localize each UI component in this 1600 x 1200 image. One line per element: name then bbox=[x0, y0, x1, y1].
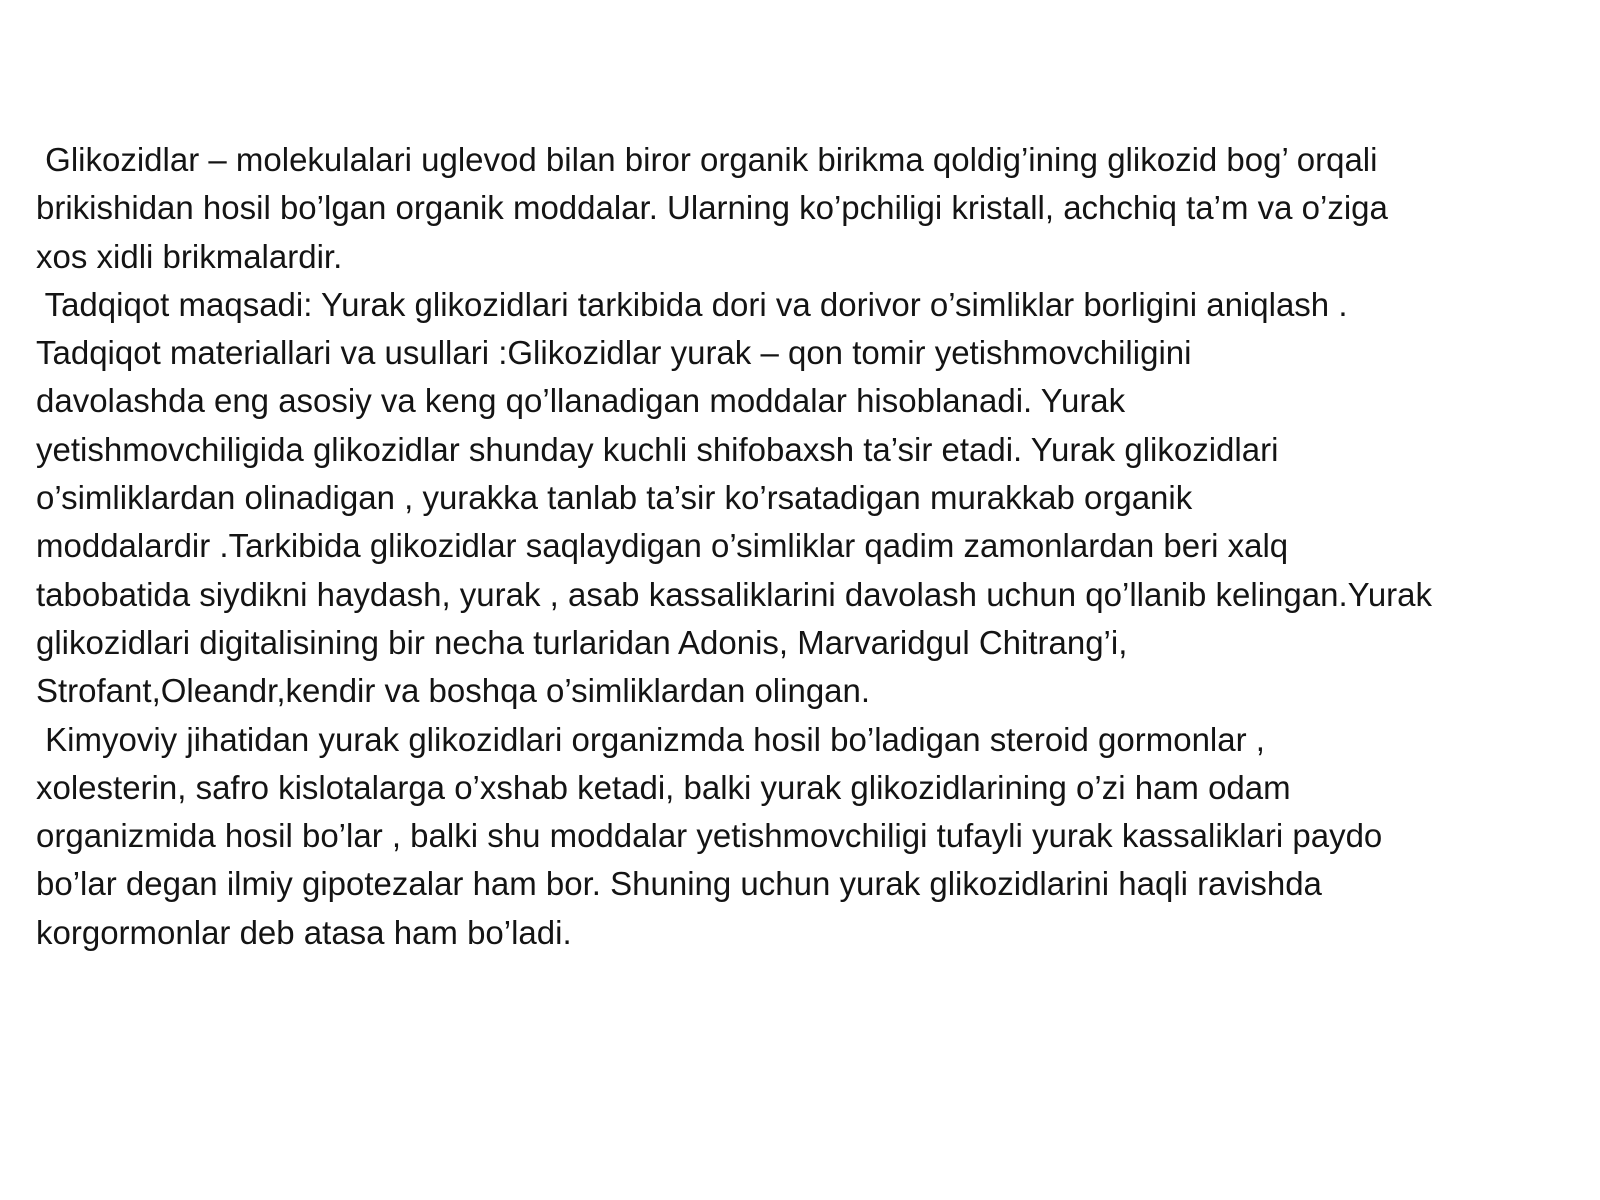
text-line: moddalardir .Tarkibida glikozidlar saqlaydigan o’simliklar qadim zamonlardan beri xalq bbox=[36, 527, 1289, 565]
text-line: xolesterin, safro kislotalarga o’xshab ketadi, balki yurak glikozidlarining o’zi ham odam bbox=[36, 768, 1291, 806]
text-line: davolashda eng asosiy va keng qo’llanadigan moddalar hisoblanadi. Yurak bbox=[36, 382, 1126, 420]
text-line: xos xidli brikmalardir. bbox=[36, 237, 343, 275]
slide-text-body bbox=[36, 136, 1576, 957]
text-line: Kimyoviy jihatidan yurak glikozidlari organizmda hosil bo’ladigan steroid gormonlar , bbox=[36, 720, 1265, 758]
text-line: tabobatida siydikni haydash, yurak , asab kassaliklarini davolash uchun qo’llanib kelingan.Yurak bbox=[36, 575, 1433, 613]
text-line: Strofant,Oleandr,kendir va boshqa o’simliklardan olingan. bbox=[36, 672, 871, 710]
text-line: Tadqiqot maqsadi: Yurak glikozidlari tarkibida dori va dorivor o’simliklar borligini aniqlash . bbox=[36, 285, 1348, 323]
text-line: korgormonlar deb atasa ham bo’ladi. bbox=[36, 913, 572, 951]
text-line: organizmida hosil bo’lar , balki shu moddalar yetishmovchiligi tufayli yurak kassaliklari paydo bbox=[36, 817, 1383, 855]
text-line: brikishidan hosil bo’lgan organik moddalar. Ularning ko’pchiligi kristall, achchiq ta’m va o’ziga bbox=[36, 189, 1388, 227]
text-line: bo’lar degan ilmiy gipotezalar ham bor. Shuning uchun yurak glikozidlarini haqli ravishda bbox=[36, 865, 1322, 903]
text-line: glikozidlari digitalisining bir necha turlaridan Adonis, Marvaridgul Chitrang’i, bbox=[36, 623, 1128, 661]
text-line: o’simliklardan olinadigan , yurakka tanlab ta’sir ko’rsatadigan murakkab organik bbox=[36, 479, 1193, 517]
text-line: yetishmovchiligida glikozidlar shunday kuchli shifobaxsh ta’sir etadi. Yurak glikozidlari bbox=[36, 430, 1279, 468]
text-line: Tadqiqot materiallari va usullari :Glikozidlar yurak – qon tomir yetishmovchiligini bbox=[36, 334, 1192, 372]
text-line: Glikozidlar – molekulalari uglevod bilan biror organik birikma qoldig’ining glikozid bog’ orqali bbox=[36, 141, 1378, 178]
